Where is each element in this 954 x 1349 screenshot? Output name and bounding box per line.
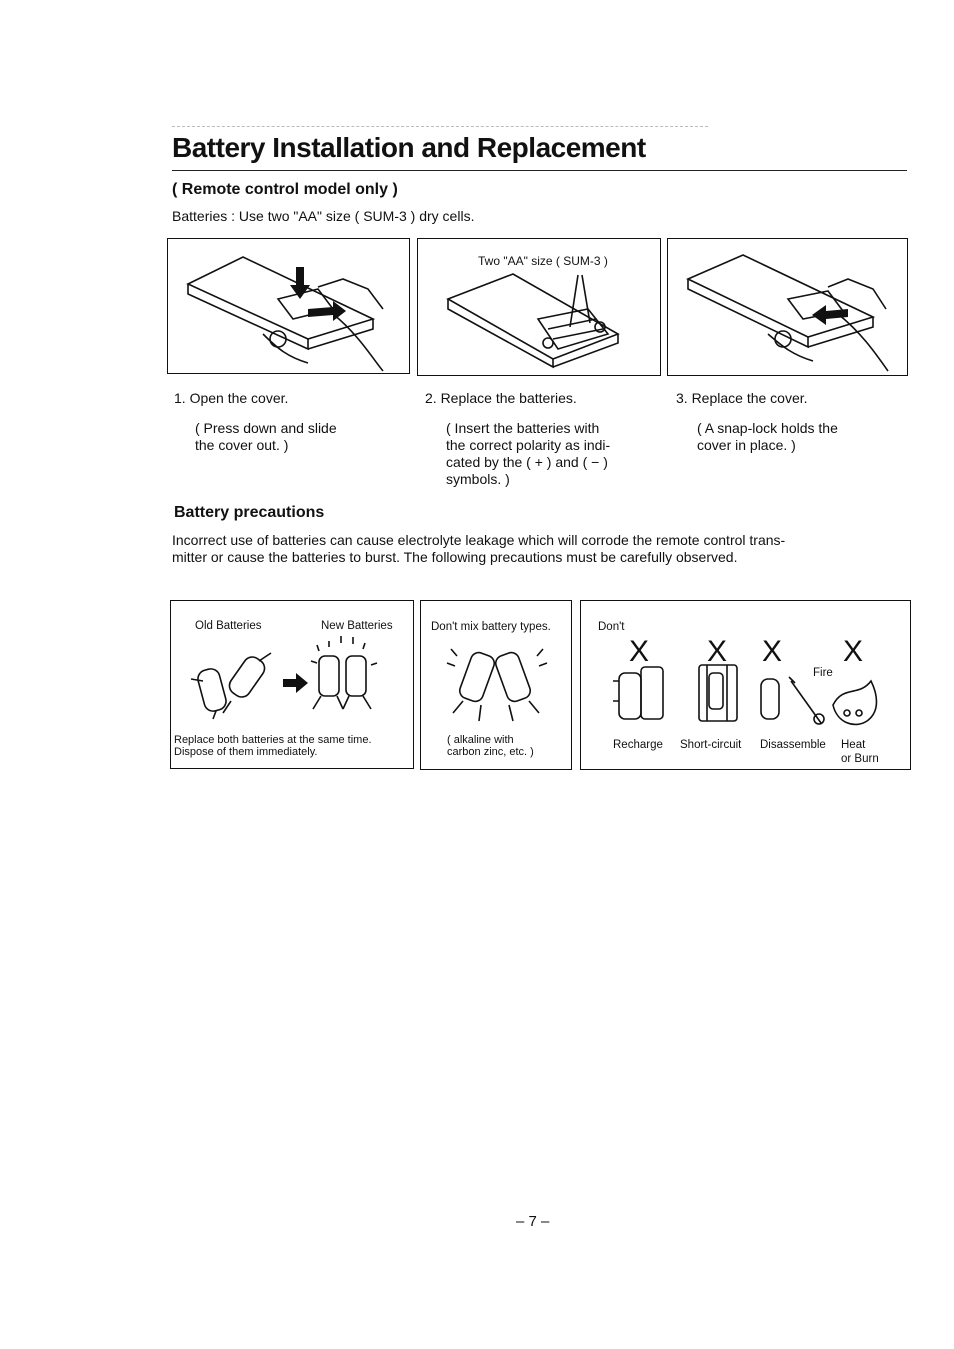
page-number: – 7 –	[516, 1213, 550, 1230]
top-dashed-rule	[172, 126, 708, 127]
remote-batteries-illustration	[418, 239, 661, 376]
precautions-body: Incorrect use of batteries can cause electrolyte leakage which will corrode the remote control trans- mitter or cause the batteries to burst. The following precautions must be carefully observed.	[172, 532, 786, 565]
figure-battery-label: Two "AA" size ( SUM-3 )	[478, 254, 608, 268]
fire-label: Fire	[813, 667, 833, 679]
slide-back-arrow-icon	[812, 305, 848, 325]
dont-mix-label: Don't mix battery types.	[431, 621, 551, 633]
dont-heat-extra-label: or Burn	[841, 753, 879, 765]
arrow-right-icon	[283, 673, 308, 693]
dont-short-circuit-label: Short-circuit	[680, 739, 742, 751]
dont-label: Don't	[598, 621, 625, 633]
replace-caption: Replace both batteries at the same time. Dispose of them immediately.	[174, 734, 372, 758]
x-mark-short-circuit: X	[707, 635, 728, 668]
figure-replace-batteries	[417, 238, 661, 376]
step-2-label: 2. Replace the batteries.	[425, 390, 577, 406]
step-1-label: 1. Open the cover.	[174, 390, 289, 406]
dont-heat-label: Heat	[841, 739, 866, 751]
x-mark-disassemble: X	[762, 635, 783, 668]
model-note-heading: ( Remote control model only )	[172, 181, 398, 198]
step-1-detail: ( Press down and slide the cover out. )	[195, 420, 337, 453]
precautions-heading: Battery precautions	[174, 504, 325, 521]
x-mark-heat: X	[843, 635, 864, 668]
new-batteries-label: New Batteries	[321, 620, 393, 632]
press-down-arrow-icon	[290, 267, 310, 299]
dont-recharge-label: Recharge	[613, 739, 663, 751]
batteries-note: Batteries : Use two "AA" size ( SUM-3 ) dry cells.	[172, 208, 475, 224]
remote-close-cover-illustration	[668, 239, 908, 376]
step-3-label: 3. Replace the cover.	[676, 390, 808, 406]
step-2-detail: ( Insert the batteries with the correct polarity as indi- cated by the ( + ) and ( − ) symbols. )	[446, 420, 611, 487]
title-rule	[172, 170, 907, 171]
figure-open-cover	[167, 238, 410, 374]
panel-replace-both	[170, 600, 414, 769]
dont-mix-caption: ( alkaline with carbon zinc, etc. )	[447, 734, 534, 758]
step-3-detail: ( A snap-lock holds the cover in place. )	[697, 420, 838, 453]
old-batteries-label: Old Batteries	[195, 620, 262, 632]
panel-dont-mix	[420, 600, 572, 770]
dont-disassemble-label: Disassemble	[760, 739, 826, 751]
panel-dont	[580, 600, 911, 770]
page-title: Battery Installation and Replacement	[172, 132, 646, 163]
x-mark-recharge: X	[629, 635, 650, 668]
remote-open-cover-illustration	[168, 239, 410, 374]
figure-replace-cover	[667, 238, 908, 376]
